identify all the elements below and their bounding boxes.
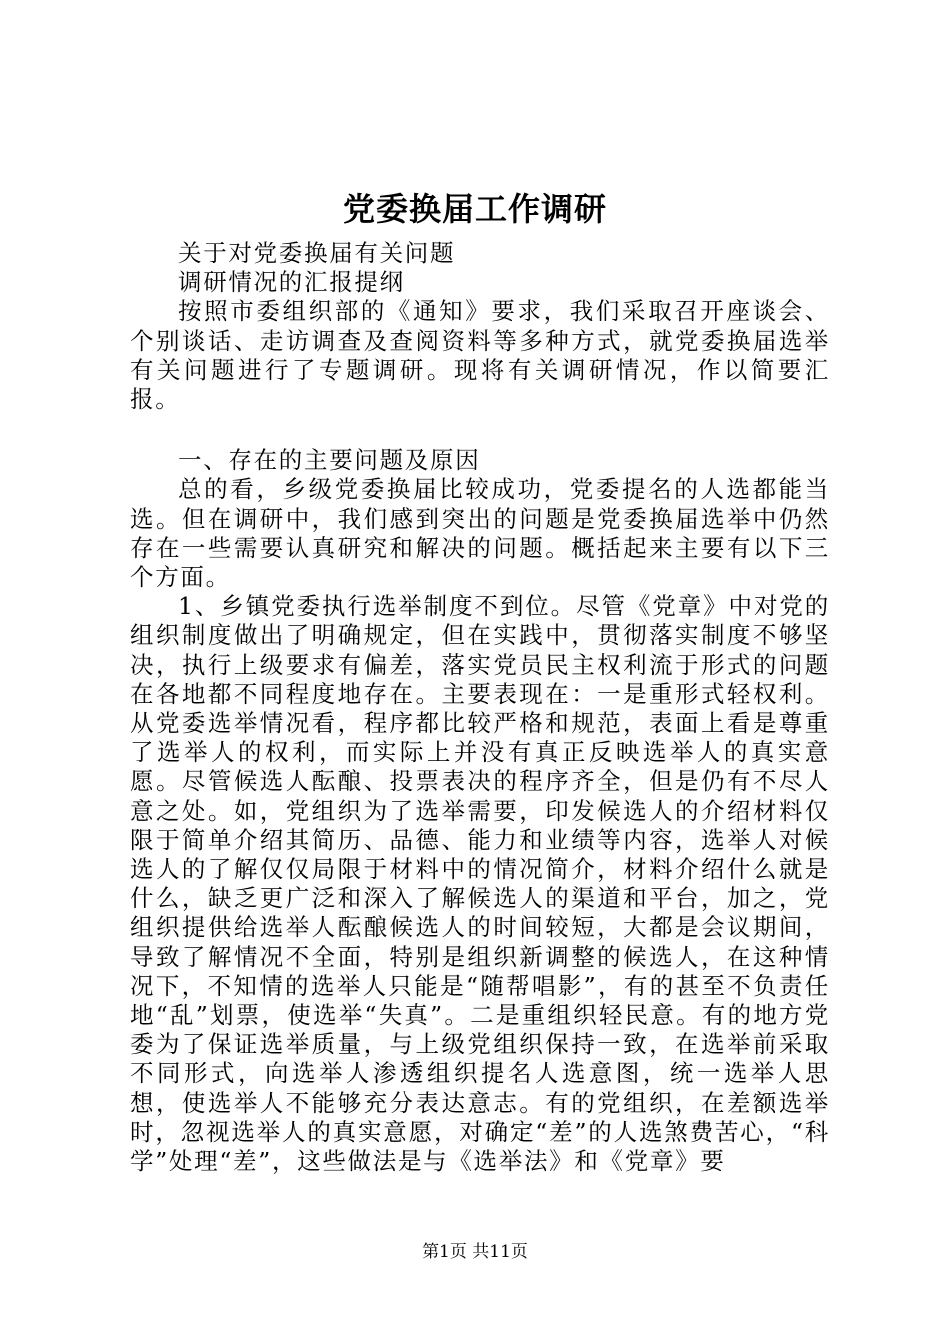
subtitle-line-1: 关于对党委换届有关问题	[178, 239, 456, 267]
point-1-paragraph: 1、乡镇党委执行选举制度不到位。尽管《党章》中对党的组织制度做出了明确规定，但在实践中，贯彻落实制度不够坚决，执行上级要求有偏差，落实党员民主权利流于形式的问题在各地都不同程度地存在。主要表现在：一是重形式轻权利。从党委选举情况看，程序都比较严格和规范，表面上看是尊重了选举人的权利，而实际上并没有真正反映选举人的真实意愿。尽管候选人酝酿、投票表决的程序齐全，但是仍有不尽人意之处。如，党组织为了选举需要，印发候选人的介绍材料仅限于简单介绍其简历、品德、能力和业绩等内容，选举人对候选人的了解仅仅局限于材料中的情况简介，材料介绍什么就是什么，缺乏更广泛和深入了解候选人的渠道和平台，加之，党组织提供给选举人酝酿候选人的时间较短，大都是会议期间，导致了解情况不全面，特别是组织新调整的候选人，在这种情况下，不知情的选举人只能是“随帮唱影”，有的甚至不负责任地“乱”划票，使选举“失真”。二是重组织轻民意。有的地方党委为了保证选举质量，与上级党组织保持一致，在选举前采取不同形式，向选举人渗透组织提名人选意图，统一选举人思想，使选举人不能够充分表达意志。有的党组织，在差额选举时，忽视选举人的真实意愿，对确定“差”的人选煞费苦心，“科学”处理“差”，这些做法是与《选举法》和《党章》要	[130, 592, 830, 1176]
paragraph-spacer	[130, 414, 830, 446]
intro-paragraph: 按照市委组织部的《通知》要求，我们采取召开座谈会、个别谈话、走访调查及查阅资料等多种方式，就党委换届选举有关问题进行了专题调研。现将有关调研情况，作以简要汇报。	[130, 297, 830, 414]
section-heading: 一、存在的主要问题及原因	[178, 446, 481, 475]
subtitle-line-2: 调研情况的汇报提纲	[178, 268, 405, 297]
page-number-footer: 第1页 共11页	[422, 1242, 528, 1262]
overview-paragraph: 总的看，乡级党委换届比较成功，党委提名的人选都能当选。但在调研中，我们感到突出的问题是党委换届选举中仍然存在一些需要认真研究和解决的问题。概括起来主要有以下三个方面。	[130, 475, 830, 592]
document-title: 党委换届工作调研	[342, 190, 607, 228]
document-body	[130, 239, 830, 1176]
